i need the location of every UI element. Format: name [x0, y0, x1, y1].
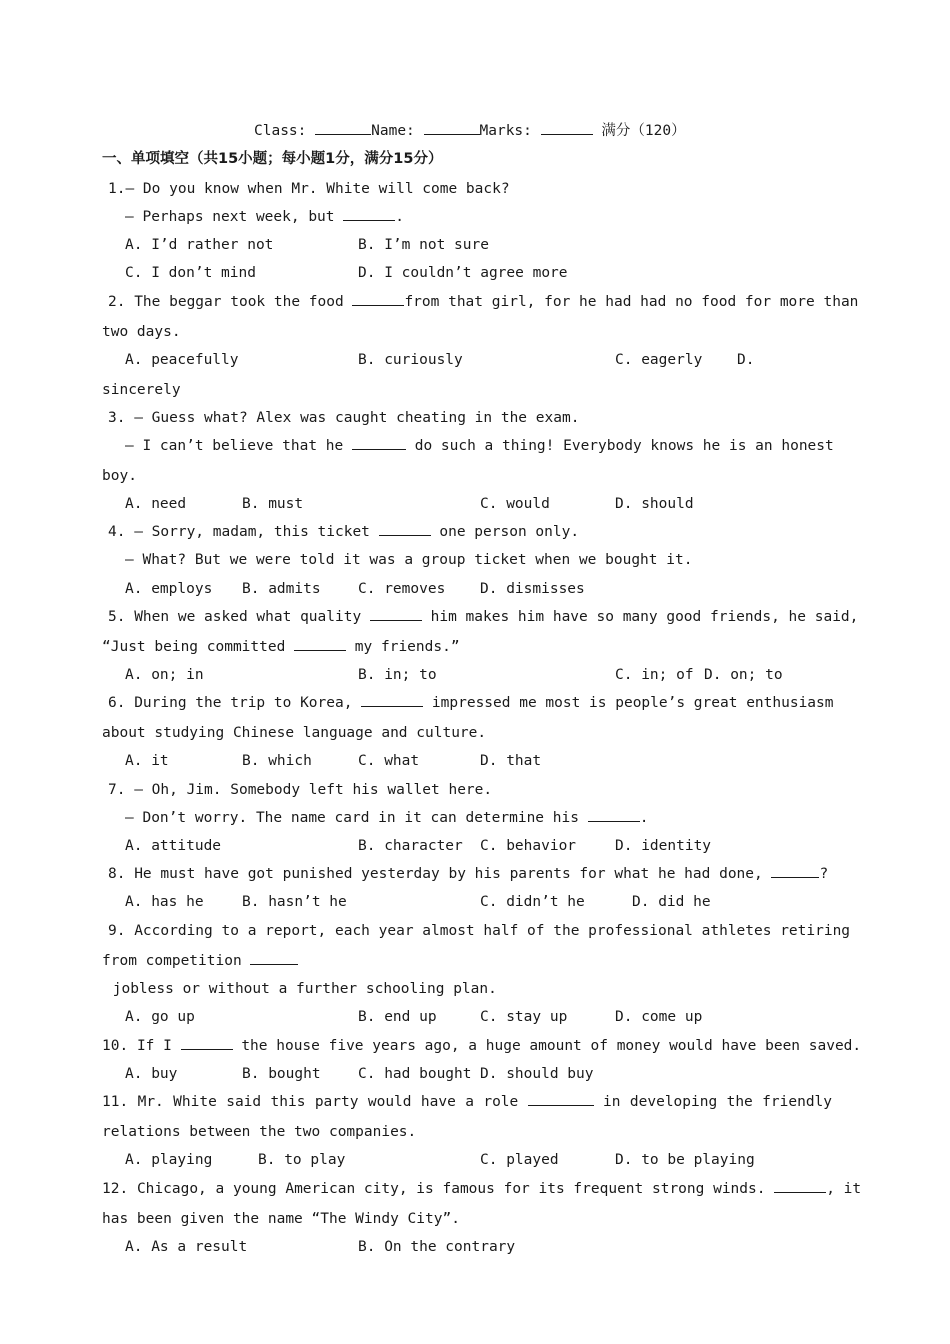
option: C. played [480, 1152, 559, 1168]
option: C. what [358, 753, 420, 769]
question-1-reply: — Perhaps next week, but . [125, 209, 404, 225]
marks-blank [541, 122, 593, 135]
option-wrap: sincerely [102, 382, 181, 398]
question-7: 7. — Oh, Jim. Somebody left his wallet here. [108, 782, 493, 798]
question-12: 12. Chicago, a young American city, is famous for its frequent strong winds. , it [102, 1181, 862, 1197]
option: A. peacefully [125, 352, 239, 368]
answer-blank [250, 952, 298, 965]
option: D. [737, 352, 755, 368]
option: A. has he [125, 894, 204, 910]
answer-blank [771, 865, 819, 878]
answer-blank [588, 809, 640, 822]
option: B. bought [242, 1066, 321, 1082]
option: B. I’m not sure [358, 237, 489, 253]
full-marks: 满分（120） [601, 123, 686, 139]
answer-blank [379, 523, 431, 536]
option: B. admits [242, 581, 321, 597]
question-9: 9. According to a report, each year almost half of the professional athletes retiring [108, 923, 851, 939]
option: D. come up [615, 1009, 703, 1025]
header-line [254, 122, 686, 140]
option: C. stay up [480, 1009, 568, 1025]
option: B. in; to [358, 667, 437, 683]
name-blank [424, 122, 480, 135]
option: C. removes [358, 581, 446, 597]
option: D. to be playing [615, 1152, 755, 1168]
name-label: Name: [371, 123, 415, 139]
option: D. should [615, 496, 694, 512]
option: A. go up [125, 1009, 195, 1025]
option: B. On the contrary [358, 1239, 516, 1255]
question-5: 5. When we asked what quality him makes him have so many good friends, he said, [108, 609, 859, 625]
question-11-cont: relations between the two companies. [102, 1124, 417, 1140]
answer-blank [352, 437, 406, 450]
option: B. to play [258, 1152, 346, 1168]
option: D. that [480, 753, 542, 769]
question-12-cont: has been given the name “The Windy City”. [102, 1211, 460, 1227]
question-4-reply: — What? But we were told it was a group ticket when we bought it. [125, 552, 693, 568]
question-9-cont2: jobless or without a further schooling plan. [104, 981, 497, 997]
option: A. playing [125, 1152, 213, 1168]
option: C. behavior [480, 838, 577, 854]
option: C. didn’t he [480, 894, 585, 910]
question-2: 2. The beggar took the food from that girl, for he had had no food for more than [108, 294, 859, 310]
option: B. curiously [358, 352, 463, 368]
answer-blank [361, 694, 423, 707]
class-label: Class: [254, 123, 307, 139]
option: A. I’d rather not [125, 237, 274, 253]
question-3-reply: — I can’t believe that he do such a thing! Everybody knows he is an honest [125, 438, 834, 454]
option: B. end up [358, 1009, 437, 1025]
option: D. should buy [480, 1066, 594, 1082]
option: D. did he [632, 894, 711, 910]
option: C. would [480, 496, 550, 512]
option: C. had bought [358, 1066, 472, 1082]
answer-blank [774, 1180, 826, 1193]
option: C. I don’t mind [125, 265, 256, 281]
question-9-cont: from competition [102, 952, 298, 970]
question-8: 8. He must have got punished yesterday by his parents for what he had done, ? [108, 866, 829, 882]
option: C. eagerly [615, 352, 703, 368]
answer-blank [352, 293, 404, 306]
option: B. which [242, 753, 312, 769]
section-title: 一、单项填空（共15小题；每小题1分，满分15分） [102, 151, 443, 167]
option: A. As a result [125, 1239, 248, 1255]
option: A. need [125, 496, 187, 512]
marks-label: Marks: [479, 123, 532, 139]
question-10: 10. If I the house five years ago, a huge amount of money would have been saved. [102, 1038, 862, 1054]
answer-blank [370, 608, 422, 621]
question-7-reply: — Don’t worry. The name card in it can determine his . [125, 810, 649, 826]
question-3: 3. — Guess what? Alex was caught cheating in the exam. [108, 410, 580, 426]
option: A. buy [125, 1066, 178, 1082]
question-6: 6. During the trip to Korea, impressed me most is people’s great enthusiasm [108, 695, 834, 711]
option: D. I couldn’t agree more [358, 265, 568, 281]
option: B. hasn’t he [242, 894, 347, 910]
option: D. dismisses [480, 581, 585, 597]
answer-blank [294, 638, 346, 651]
class-blank [315, 122, 371, 135]
answer-blank [181, 1037, 233, 1050]
option: A. employs [125, 581, 213, 597]
option: A. it [125, 753, 169, 769]
question-1: 1.— Do you know when Mr. White will come back? [108, 181, 510, 197]
option: D. identity [615, 838, 712, 854]
question-2-cont: two days. [102, 324, 181, 340]
option: A. attitude [125, 838, 222, 854]
option: B. character [358, 838, 463, 854]
answer-blank [343, 208, 395, 221]
option: B. must [242, 496, 304, 512]
option: C. in; of [615, 667, 694, 683]
question-11: 11. Mr. White said this party would have a role in developing the friendly [102, 1094, 833, 1110]
question-3-cont: boy. [102, 468, 137, 484]
option: A. on; in [125, 667, 204, 683]
question-4: 4. — Sorry, madam, this ticket one person only. [108, 524, 580, 540]
question-5-cont: “Just being committed my friends.” [102, 639, 460, 655]
option: D. on; to [704, 667, 783, 683]
question-6-cont: about studying Chinese language and culture. [102, 725, 487, 741]
answer-blank [528, 1093, 594, 1106]
